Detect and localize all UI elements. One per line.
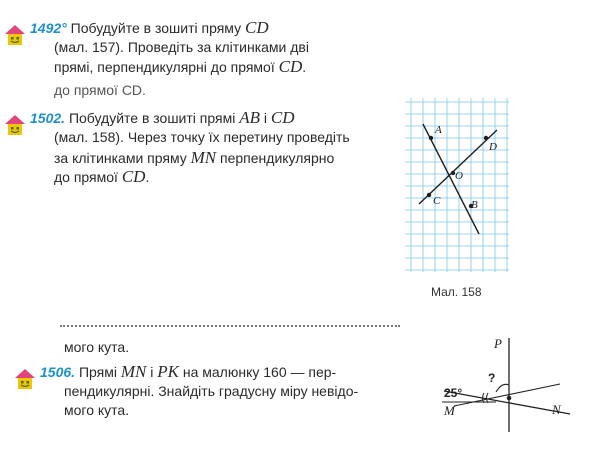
point-d [484, 136, 488, 140]
text: пендикулярні. Знайдіть градусну міру невідо- [64, 383, 359, 399]
math-ab: AB [239, 108, 260, 127]
label-a: A [435, 124, 442, 136]
problem-mark: ° [61, 20, 67, 36]
problem-mark: . [71, 364, 76, 380]
house-icon [4, 24, 26, 46]
label-m: M [444, 403, 455, 418]
text: Побудуйте в зошиті пряму [70, 20, 245, 36]
problem-number: 1506 [40, 364, 72, 380]
figure-158-grid [405, 98, 509, 272]
problem-number: 1502 [30, 110, 62, 126]
label-c: C [433, 195, 441, 207]
math-cd: CD [244, 18, 269, 37]
label-d: D [489, 141, 497, 153]
angle-arc-unknown [496, 384, 509, 392]
text: (мал. 158). Через точку їх перетину проведіть [54, 129, 350, 145]
grid-lines [405, 98, 509, 272]
angle-arc-25b [487, 393, 489, 403]
problem-1492-line-3 [54, 57, 306, 77]
text: і [260, 110, 271, 126]
math-cd: CD [278, 57, 303, 76]
text: перпендикулярно [216, 150, 335, 166]
problem-1506-line-1 [40, 362, 336, 382]
problem-1502-line-1 [30, 108, 295, 128]
label-n: N [552, 402, 561, 417]
text: . [145, 169, 150, 185]
problem-1502-line-3 [54, 148, 334, 168]
problem-mark: . [61, 110, 66, 126]
text: на малюнку 160 — пер- [178, 364, 337, 380]
text: Побудуйте в зошиті прямі [68, 110, 240, 126]
cut-text-fragment-2 [60, 331, 400, 336]
text: до прямої [54, 169, 122, 185]
problem-1506-line-3 [64, 401, 129, 420]
cut-text-fragment: до прямої CD. [54, 82, 146, 98]
problem-1502-line-2 [54, 128, 350, 147]
label-p: P [494, 336, 502, 351]
label-unknown-angle: ? [488, 371, 496, 385]
problem-number: 1492 [30, 20, 62, 36]
label-b: B [471, 199, 478, 211]
point-a [429, 136, 433, 140]
intersection-point [507, 396, 512, 401]
text: Прямі [78, 364, 121, 380]
figure-158-caption: Мал. 158 [431, 285, 482, 299]
fragment-line: мого кута. [64, 339, 130, 355]
text: прямі, перпендикулярні до прямої [54, 59, 279, 75]
text: . [302, 59, 307, 75]
math-cd: CD [270, 108, 295, 127]
text: і [146, 364, 158, 380]
problem-1502-line-4 [54, 167, 149, 187]
label-o: O [455, 170, 463, 182]
label-angle-25: 25° [444, 386, 463, 400]
text: (мал. 157). Проведіть за клітинками дві [54, 39, 309, 55]
text: за клітинками пряму [54, 150, 191, 166]
point-c [427, 193, 431, 197]
problem-1506-line-2 [64, 382, 358, 401]
problem-1492-line-1 [30, 18, 269, 38]
house-icon [4, 114, 26, 136]
math-mn: MN [190, 148, 217, 167]
math-mn: MN [120, 362, 147, 381]
problem-1492-line-2 [54, 38, 309, 57]
house-icon [14, 368, 36, 390]
figure-160 [430, 336, 590, 436]
text: мого кута. [64, 402, 130, 418]
math-pk: PK [157, 362, 179, 381]
math-cd: CD [121, 167, 146, 186]
